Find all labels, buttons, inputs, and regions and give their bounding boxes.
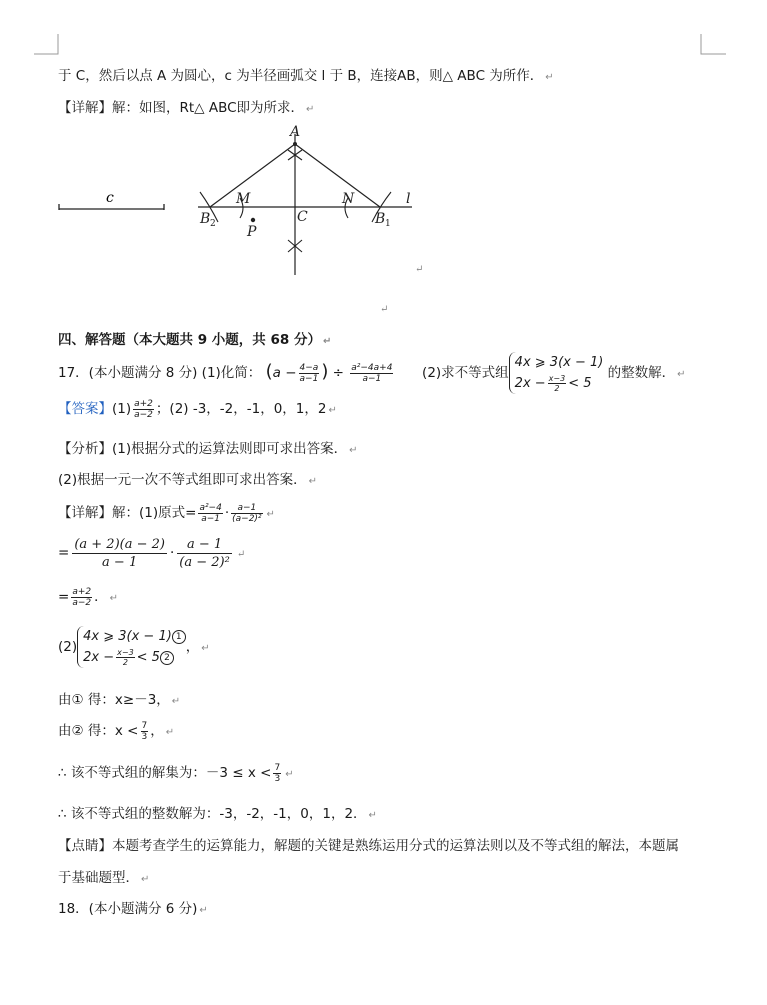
label-B2: B <box>200 211 211 227</box>
question-18: 18．(本小题满分 6 分) ↵ <box>58 901 208 917</box>
expr-part: a − <box>272 365 297 381</box>
inequality-system-2: 4x ⩾ 3(x − 1) 1 2x − $\frac{x-3}{2}$ < 5 2 <box>77 626 186 668</box>
paragraph-text: 【详解】解：如图，Rt△ ABC即为所求． <box>58 100 305 116</box>
analysis-line-1: 【分析】(1)根据分式的运算法则即可求出答案． ↵ <box>58 441 358 457</box>
label-B2-sub: 2 <box>210 219 216 229</box>
text-line-1: 于 C，然后以点 A 为圆心，c 为半径画弧交 l 于 B，连接AB，则△ ABC 为所作． ↵ <box>58 68 554 84</box>
question-prefix: 17．(本小题满分 8 分) (1)化简： <box>58 365 262 381</box>
label-l: l <box>406 191 411 207</box>
detail-step-2: 由② 得：x < $\frac{7}{3}$ ， ↵ <box>58 720 175 742</box>
paragraph-text: 于 C，然后以点 A 为圆心，c 为半径画弧交 l 于 B，连接AB，则△ ABC 为所作． <box>58 68 544 84</box>
section-title: 四、解答题（本大题共 9 小题，共 68 分） <box>58 332 321 348</box>
svg-text:↵: ↵ <box>380 304 389 315</box>
inequality-system: 4x ⩾ 3(x − 1) 2x − $\frac{x-3}{2}$ < 5 <box>509 352 604 394</box>
side-AB1 <box>295 144 380 207</box>
part2-prefix: (2)求不等式组 <box>422 365 509 381</box>
detail-solution-set: ∴ 该不等式组的解集为：－3 ≤ x < $\frac{7}{3}$ ↵ <box>58 762 294 784</box>
detail-line-3: = $\frac{a+2}{a-2}$ ． ↵ <box>58 586 118 608</box>
detail-line-1: 【详解】解：(1)原式= $\frac{\text{a²−4}}{a-1}$ · $\frac{a-1}{\text{(a−2)²}}$ ↵ <box>58 502 275 524</box>
detail-line-2: = $\frac{(a + 2)(a - 2)}{a - 1}$ · $\frac{a - 1}{\text{(a − 2)²}}$ ↵ <box>58 537 246 570</box>
part2-suffix: 的整数解． <box>607 365 676 381</box>
point-A <box>293 142 297 146</box>
detail-system: (2) 4x ⩾ 3(x − 1) 1 2x − $\frac{x-3}{2}$ < 5 2 ， ↵ <box>58 625 210 671</box>
detail-integers: ∴ 该不等式组的整数解为：-3，-2，-1，0，1，2． ↵ <box>58 806 377 822</box>
label-P: P <box>247 224 257 240</box>
comment-line-1: 【点睛】本题考查学生的运算能力，解题的关键是熟练运用分式的运算法则以及不等式组的解法，本题属 <box>58 838 679 854</box>
label-B1-sub: 1 <box>385 219 391 229</box>
geometry-figure <box>50 120 450 320</box>
page-corner-top-right <box>700 34 726 56</box>
answer-fraction: $\frac{a+2}{a-2}$ <box>134 398 153 420</box>
answer-line: 【答案】(1) $\frac{a+2}{a-2}$ ；(2) -3，-2，-1，0，1，2 ↵ <box>58 398 337 420</box>
section-heading: 四、解答题（本大题共 9 小题，共 68 分） ↵ <box>58 332 332 348</box>
label-c: c <box>106 190 114 206</box>
label-A: A <box>290 124 301 140</box>
label-C: C <box>297 209 308 225</box>
divide-sign: ÷ <box>332 365 344 381</box>
answer-tag: 【答案】 <box>58 401 112 417</box>
side-AB2 <box>210 144 295 207</box>
question-17: 17．(本小题满分 8 分) (1)化简： (a − $\frac{4-a}{a-1}$ ) ÷ $\frac{\text{a²−4a+4}}{a-1}$ (2)求不等式组 4x ⩾ 3(x − 1) 2x − $\frac{x-3}{2}$ < 5 的整数解． ↵ <box>58 352 686 394</box>
label-M: M <box>236 191 251 207</box>
fraction-2: $\frac{\text{a²−4a+4}}{a-1}$ <box>351 362 393 384</box>
svg-text:↵: ↵ <box>415 264 424 275</box>
fraction-1: $\frac{4-a}{a-1}$ <box>299 362 319 384</box>
analysis-line-2: (2)根据一元一次不等式组即可求出答案． ↵ <box>58 472 318 488</box>
detail-step-1: 由① 得：x≥－3， ↵ <box>58 692 181 708</box>
label-N: N <box>342 191 355 207</box>
comment-line-2: 于基础题型． ↵ <box>58 870 150 886</box>
point-P <box>251 218 255 222</box>
page-corner-top-left <box>34 34 60 56</box>
label-B1: B <box>375 211 386 227</box>
text-line-2: 【详解】解：如图，Rt△ ABC即为所求． ↵ <box>58 100 315 116</box>
